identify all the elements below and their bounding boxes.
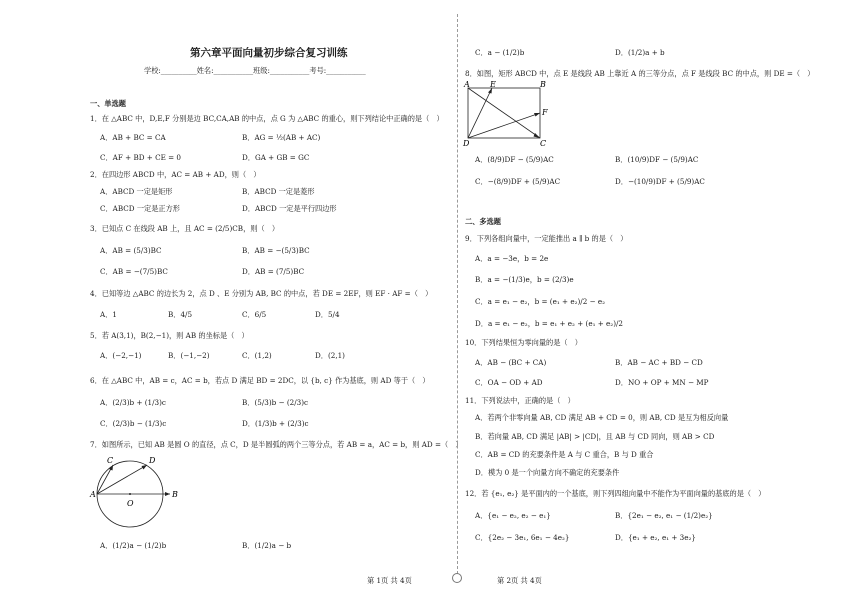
question-2-option-d[interactable]: D．ABCD 一定是平行四边形	[242, 204, 337, 213]
label-b-rect: B	[540, 80, 546, 89]
question-8-option-a[interactable]: A．(8/9)DF − (5/9)AC	[475, 155, 554, 164]
question-8-stem: 8．如图，矩形 ABCD 中，点 E 是线段 AB 上靠近 A 的三等分点，点 F 是线段 BC 的中点，则 DE =（ ）	[465, 69, 815, 78]
question-3-option-c[interactable]: C．AB = −(7/5)BC	[100, 267, 168, 276]
page-title: 第六章平面向量初步综合复习训练	[190, 47, 348, 59]
question-2-option-a[interactable]: A．ABCD 一定是矩形	[100, 187, 173, 196]
question-6-option-c[interactable]: C．(2/3)b − (1/3)c	[100, 419, 167, 428]
page-1-footer: 第 1页 共 4页	[367, 576, 412, 585]
question-10-option-a[interactable]: A．AB − (BC + CA)	[475, 358, 547, 367]
question-10-option-d[interactable]: D．NO + OP + MN − MP	[615, 378, 709, 387]
question-10-stem: 10．下列结果恒为零向量的是（ ）	[465, 338, 582, 347]
vector-ac-rect	[468, 88, 540, 138]
question-3-option-b[interactable]: B．AB = −(5/3)BC	[242, 246, 310, 255]
question-12-option-c[interactable]: C．{2e₂ − 3e₁, 6e₁ − 4e₂}	[475, 533, 570, 542]
question-7-option-c[interactable]: C．a − (1/2)b	[475, 48, 525, 57]
question-7-option-a[interactable]: A．(1/2)a − (1/2)b	[100, 541, 167, 550]
question-5-option-b[interactable]: B．(−1,−2)	[168, 351, 210, 360]
page-2-footer: 第 2页 共 4页	[497, 576, 542, 585]
vector-df	[468, 113, 540, 138]
question-2-option-c[interactable]: C．ABCD 一定是正方形	[100, 204, 180, 213]
circle-figure	[88, 452, 198, 542]
label-d-rect: D	[463, 139, 470, 148]
question-4-stem: 4．已知等边 △ABC 的边长为 2，点 D 、E 分别为 AB, BC 的中点，若 DE = 2EF，则 EF · AF =（ ）	[90, 289, 433, 298]
question-4-option-b[interactable]: B．4/5	[168, 310, 193, 319]
question-3-stem: 3．已知点 C 在线段 AB 上，且 AC = (2/5)CB，则（ ）	[90, 224, 280, 233]
question-6-stem: 6．在 △ABC 中，AB = c，AC = b，若点 D 满足 BD = 2DC，以 {b, c} 作为基底，则 AD 等于（ ）	[90, 376, 430, 385]
label-c: C	[107, 456, 114, 465]
question-11-option-a[interactable]: A．若两个非零向量 AB, CD 满足 AB + CD = 0，则 AB, CD 是互为相反向量	[475, 413, 729, 422]
question-7-option-b[interactable]: B．(1/2)a − b	[242, 541, 292, 550]
arrow-head-f	[534, 113, 540, 117]
binding-circle-icon	[452, 573, 462, 583]
question-10-option-c[interactable]: C．OA − OD + AD	[475, 378, 543, 387]
page-divider	[457, 14, 458, 574]
label-d: D	[149, 456, 156, 465]
label-f: F	[542, 108, 548, 117]
rectangle-figure	[462, 80, 552, 148]
section-heading-multi-choice: 二、多选题	[465, 217, 501, 226]
question-12-option-b[interactable]: B．{2e₁ − e₂, e₁ − (1/2)e₂}	[615, 511, 713, 520]
question-7-option-d[interactable]: D．(1/2)a + b	[615, 48, 665, 57]
question-5-option-a[interactable]: A．(−2,−1)	[100, 351, 142, 360]
question-6-option-b[interactable]: B．(5/3)b − (2/3)c	[242, 398, 309, 407]
student-info-line: 学校:__________姓名:___________班级:___________考号:___________	[144, 66, 366, 75]
question-6-option-d[interactable]: D．(1/3)b + (2/3)c	[242, 419, 309, 428]
question-9-option-c[interactable]: C．a = e₁ − e₂，b = (e₁ + e₂)/2 − e₂	[475, 297, 605, 306]
question-1-stem: 1．在 △ABC 中，D,E,F 分别是边 BC,CA,AB 的中点，点 G 为 △ABC 的重心，则下列结论中正确的是（ ）	[90, 114, 444, 123]
question-4-option-c[interactable]: C．6/5	[242, 310, 267, 319]
question-11-option-b[interactable]: B．若向量 AB, CD 满足 |AB| > |CD|，且 AB 与 CD 同向，则 AB > CD	[475, 432, 715, 441]
arrow-head-b	[165, 492, 170, 496]
label-b: B	[172, 490, 178, 499]
question-4-option-a[interactable]: A．1	[100, 310, 117, 319]
question-9-option-d[interactable]: D．a = e₁ − e₂，b = e₁ + e₂ + (e₁ + e₂)/2	[475, 319, 623, 328]
question-8-option-b[interactable]: B．(10/9)DF − (5/9)AC	[615, 155, 699, 164]
question-3-option-d[interactable]: D．AB = (7/5)BC	[242, 267, 305, 276]
label-c-rect: C	[540, 139, 547, 148]
question-11-option-c[interactable]: C．AB = CD 的充要条件是 A 与 C 重合，B 与 D 重合	[475, 450, 654, 459]
vector-ad	[97, 465, 147, 494]
question-11-option-d[interactable]: D．模为 0 是一个向量方向不确定的充要条件	[475, 468, 620, 477]
question-7-stem: 7．如图所示，已知 AB 是圆 O 的直径，点 C，D 是半圆弧的两个三等分点，若 AB = a，AC = b，则 AD =（ ）	[90, 440, 463, 449]
arrow-head-d	[142, 465, 148, 470]
question-11-stem: 11．下列说法中，正确的是（ ）	[465, 396, 575, 405]
question-1-option-d[interactable]: D．GA + GB = GC	[242, 153, 310, 162]
question-9-option-a[interactable]: A．a = −3e，b = 2e	[475, 254, 549, 263]
question-1-option-b[interactable]: B．AG = ½(AB + AC)	[242, 133, 321, 142]
label-a: A	[90, 490, 96, 499]
question-1-option-a[interactable]: A．AB + BC = CA	[100, 133, 166, 142]
question-9-option-b[interactable]: B．a = −(1/3)e，b = (2/3)e	[475, 275, 574, 284]
question-12-stem: 12．若 {e₁, e₂} 是平面内的一个基底，则下列四组向量中不能作为平面向量的基底的是（ ）	[465, 489, 766, 498]
question-8-option-d[interactable]: D．−(10/9)DF + (5/9)AC	[615, 177, 705, 186]
question-12-option-a[interactable]: A．{e₁ − e₂, e₂ − e₁}	[475, 511, 551, 520]
label-e: E	[490, 80, 496, 89]
question-3-option-a[interactable]: A．AB = (5/3)BC	[100, 246, 162, 255]
section-heading-single-choice: 一、单选题	[90, 99, 126, 108]
question-8-option-c[interactable]: C．−(8/9)DF + (5/9)AC	[475, 177, 561, 186]
question-5-option-c[interactable]: C．(1,2)	[242, 351, 272, 360]
question-1-option-c[interactable]: C．AF + BD + CE = 0	[100, 153, 182, 162]
question-5-stem: 5．若 A(3,1)，B(2,−1)，则 AB 的坐标是（ ）	[90, 331, 249, 340]
question-4-option-d[interactable]: D．5/4	[315, 310, 340, 319]
center-point-o	[129, 493, 131, 495]
question-2-option-b[interactable]: B．ABCD 一定是菱形	[242, 187, 315, 196]
question-6-option-a[interactable]: A．(2/3)b + (1/3)c	[100, 398, 166, 407]
question-9-stem: 9．下列各组向量中，一定能推出 a ∥ b 的是（ ）	[465, 234, 628, 243]
label-a-rect: A	[464, 80, 470, 89]
question-2-stem: 2．在四边形 ABCD 中，AC = AB + AD，则（ ）	[90, 170, 261, 179]
question-5-option-d[interactable]: D．(2,1)	[315, 351, 345, 360]
question-12-option-d[interactable]: D．{e₁ + e₂, e₁ + 3e₂}	[615, 533, 696, 542]
question-10-option-b[interactable]: B．AB − AC + BD − CD	[615, 358, 703, 367]
label-o: O	[127, 499, 134, 508]
